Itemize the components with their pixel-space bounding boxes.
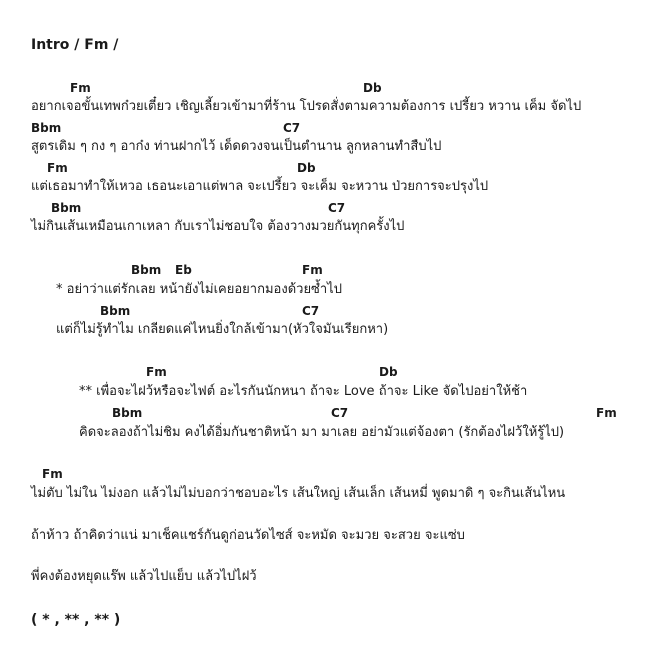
chord-v1-l1-db: Db (363, 81, 382, 95)
chord-bridge-fm: Fm (42, 467, 63, 481)
lyric-v1-l4: ไม่กินเส้นเหมือนเกาเหลา กับเราไม่ชอบใจ ต้องวางมวยกันทุกครั้งไป (31, 219, 405, 234)
chord-c2-l1-db: Db (379, 365, 398, 379)
chord-c2-l2-c7: C7 (331, 406, 349, 420)
chord-c1-l1-eb: Eb (175, 263, 192, 277)
lyric-c2-l1: ** เพื่อจะไฝว้หรือจะไฟต์ อะไรกันนักหนา ถ้าจะ Love ถ้าจะ Like จัดไปอย่าให้ช้า (79, 384, 528, 399)
lyric-c1-l1: * อย่าว่าแต่รักเลย หน้ายังไม่เคยอยากมองด้วยซ้ำไป (56, 282, 342, 297)
chord-c1-l2-bbm: Bbm (100, 304, 131, 318)
chord-c2-l2-bbm: Bbm (112, 406, 143, 420)
chord-v1-l4-c7: C7 (328, 201, 346, 215)
lyric-c2-l2: คิดจะลองถ้าไม่ชิม คงได้อิ่มกันชาติหน้า มา มาเลย อย่ามัวแต่จ้องตา (รักต้องไฝว้ให้รู้ไป) (79, 425, 565, 440)
chord-v1-l3-fm: Fm (47, 161, 68, 175)
lyric-bridge-l2: ถ้าห้าว ถ้าคิดว่าแน่ มาเช็คแชร์กันดูก่อนวัดไซส์ จะหมัด จะมวย จะสวย จะแซ่บ (31, 528, 465, 543)
chord-c2-l2-fm: Fm (596, 406, 617, 420)
chord-c1-l1-fm: Fm (302, 263, 323, 277)
chord-v1-l2-c7: C7 (283, 121, 301, 135)
lyric-c1-l2: แต่ก็ไม่รู้ทำไม เกลียดแค่ไหนยิ่งใกล้เข้ามา(หัวใจมันเรียกหา) (56, 322, 389, 337)
lyric-v1-l1: อยากเจอขั้นเทพก๋วยเตี๋ยว เชิญเลี้ยวเข้ามาที่ร้าน โปรดสั่งตามความต้องการ เปรี้ยว หวาน เค็ม จัดไป (31, 99, 582, 114)
chord-c1-l2-c7: C7 (302, 304, 320, 318)
repeat-marker: ( * , ** , ** ) (31, 612, 121, 628)
chord-c2-l1-fm: Fm (146, 365, 167, 379)
chord-c1-l1-bbm: Bbm (131, 263, 162, 277)
intro-line: Intro / Fm / (31, 37, 119, 53)
lyric-bridge-l1: ไม่ตับ ไม่ใน ไม่งอก แล้วไม่ไม่บอกว่าชอบอะไร เส้นใหญ่ เส้นเล็ก เส้นหมี่ พูดมาดิ ๆ จะกินเส้นไหน (31, 486, 566, 501)
lyric-bridge-l3: พี่คงต้องหยุดแร๊พ แล้วไปแย็บ แล้วไปไฝว้ (31, 569, 257, 584)
chord-v1-l1-fm: Fm (70, 81, 91, 95)
lyric-v1-l3: แต่เธอมาทำให้เหวอ เธอนะเอาแต่พาล จะเปรี้ยว จะเค็ม จะหวาน ป่วยการจะปรุงไป (31, 179, 489, 194)
chord-v1-l2-bbm: Bbm (31, 121, 62, 135)
chord-v1-l3-db: Db (297, 161, 316, 175)
lyric-v1-l2: สูตรเดิม ๆ กง ๆ อาก๋ง ท่านฝากไว้ เด็ดดวงจนเป็นตำนาน ลูกหลานทำสืบไป (31, 139, 442, 154)
chord-v1-l4-bbm: Bbm (51, 201, 82, 215)
